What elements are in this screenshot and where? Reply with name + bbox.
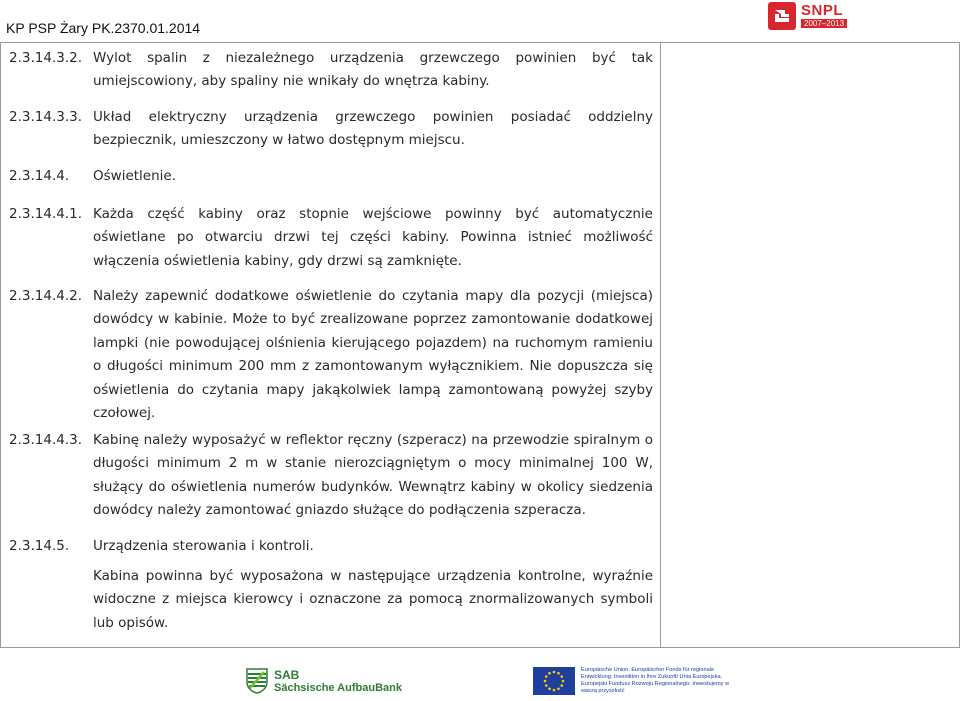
eu-flag-icon — [533, 667, 575, 695]
sab-logo-subtitle: Sächsische AufbauBank — [274, 682, 402, 694]
eu-funding-logo — [533, 667, 729, 697]
empty-remarks-cell — [661, 43, 960, 648]
spec-item-number: 2.3.14.3.3. — [9, 109, 82, 125]
spec-item-number: 2.3.14.4.2. — [9, 288, 82, 304]
spec-item-text: Wylot spalin z niezależnego urządzenia grzewczego powinien być tak umiejscowiony, aby spaliny nie wnikały do wnętrza kabiny. — [93, 50, 653, 90]
sab-logo-title: SAB — [274, 668, 300, 682]
spec-item-number: 2.3.14.4.1. — [9, 206, 82, 222]
spec-heading-text: Oświetlenie. — [93, 168, 177, 184]
spec-item-number: 2.3.14.5. — [9, 538, 70, 554]
specification-content-cell — [1, 43, 661, 648]
spec-heading-text: Urządzenia sterowania i kontroli. — [93, 538, 314, 554]
snpl-logo-years: 2007–2013 — [801, 19, 847, 28]
snpl-logo-icon — [768, 2, 796, 30]
spec-item-number: 2.3.14.4.3. — [9, 432, 82, 448]
spec-item-text: Kabinę należy wyposażyć w reflektor ręczny (szperacz) na przewodzie spiralnym o długości minimum 2 m w stanie nierozciągniętym o mocy minimalnej 100 W, służący do oświetlenia numerów budynków. Wewnątrz kabiny w okolicy siedzenia dowódcy należy zamontować gniazdo służące do podłączenia szperacza. — [93, 432, 653, 519]
snpl-logo-name: SNPL — [801, 2, 844, 19]
eu-funding-text: Europäische Union. Europäischer Fonds für regionale Entwicklung: Investition in Ihre Zukunft/ Unia Europejska. Europejski Fundusz Rozwoju Regionalnego: Inwestujemy w waszą przyszłość — [581, 667, 729, 694]
document-reference: KP PSP Żary PK.2370.01.2014 — [6, 20, 201, 36]
spec-item-text: Układ elektryczny urządzenia grzewczego powinien posiadać oddzielny bezpiecznik, umieszczony w łatwo dostępnym miejscu. — [93, 109, 653, 149]
specification-table — [0, 42, 960, 648]
snpl-logo — [768, 2, 854, 30]
spec-item-text: Każda część kabiny oraz stopnie wejściowe powinny być automatycznie oświetlane po otwarciu drzwi tej części kabiny. Powinna istnieć możliwość włączenia oświetlenia kabiny, gdy drzwi są zamknięte. — [93, 206, 653, 269]
spec-item-number: 2.3.14.4. — [9, 168, 70, 184]
saxony-shield-icon — [246, 668, 268, 694]
spec-item-text: Kabina powinna być wyposażona w następujące urządzenia kontrolne, wyraźnie widoczne z miejsca kierowcy i oznaczone za pomocą znormalizowanych symboli lub opisów. — [93, 568, 653, 631]
sab-logo — [246, 668, 416, 696]
spec-item-number: 2.3.14.3.2. — [9, 50, 82, 66]
spec-item-text: Należy zapewnić dodatkowe oświetlenie do czytania mapy dla pozycji (miejsca) dowódcy w kabinie. Może to być zrealizowane poprzez zamontowanie dodatkowej lampki (nie powodującej olśnienia kierującego pojazdem) na ruchomym ramieniu o długości minimum 200 mm z zamontowanym wyłącznikiem. Nie dopuszcza się oświetlenia do czytania mapy jakąkolwiek lampą zamontowaną powyżej szyby czołowej. — [93, 288, 653, 422]
